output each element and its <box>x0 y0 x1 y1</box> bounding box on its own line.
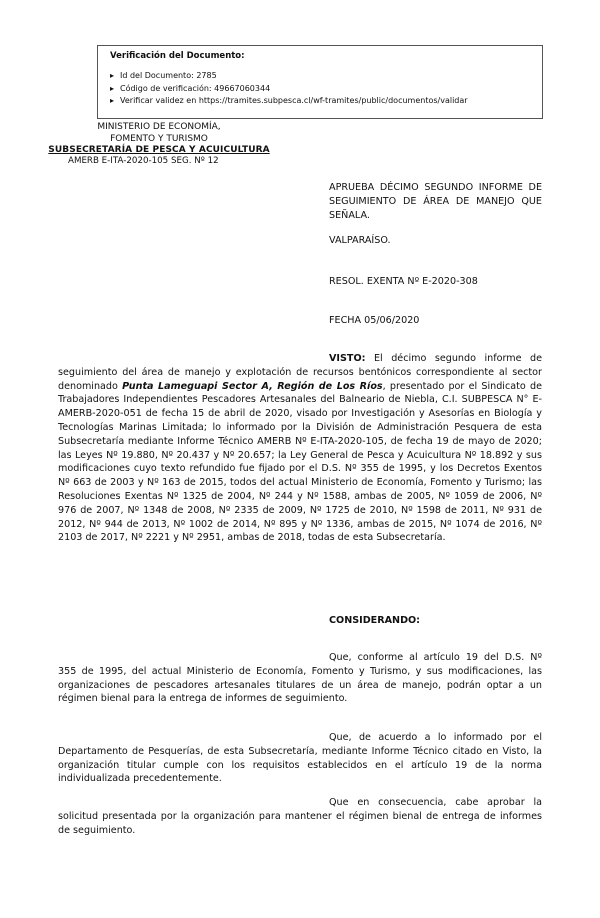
considerando-paragraph-2: Que, de acuerdo a lo informado por el Departamento de Pesquerías, de esta Subsecretaría, mediante Informe Técnico citado en Visto, la organización titular cumple con los requisitos establecidos en el artículo 19 de la norma individualizada precedentemente. <box>58 732 542 785</box>
subsecretaria-name: SUBSECRETARÍA DE PESCA Y ACUICULTURA <box>48 145 270 155</box>
verification-box <box>97 45 543 119</box>
verification-code: ▸ Código de verificación: 49667060344 <box>106 83 534 96</box>
ministry-header <box>34 122 284 157</box>
verification-title: Verificación del Documento: <box>110 51 245 61</box>
considerando-paragraph-3: Que en consecuencia, cabe aprobar la solicitud presentada por la organización para mantener el régimen bienal de entrega de informes de seguimiento. <box>58 797 542 836</box>
ministry-name-line1: MINISTERIO DE ECONOMÍA, <box>97 122 221 132</box>
visto-text-part1: El décimo segundo informe de seguimiento del área de manejo y explotación de recursos bentónicos correspondiente al sector denominado <box>58 353 542 392</box>
verification-document-id: ▸ Id del Documento: 2785 <box>106 70 534 83</box>
considerando-heading: CONSIDERANDO: <box>329 615 421 626</box>
resolution-number: RESOL. EXENTA Nº E-2020-308 <box>329 276 478 287</box>
amerb-reference: AMERB E-ITA-2020-105 SEG. Nº 12 <box>68 156 219 166</box>
visto-text-part2: , presentado por el Sindicato de Trabajadores Independientes Pescadores Artesanales del Balneario de Niebla, C.I. SUBPESCA N° E-AMERB-2020-051 de fecha 15 de abril de 2020, visado por Investigación y Asesorías en Biología y Tecnologías Marinas Limitada; lo informado por la División de Administración Pesquera de esta Subsecretaría mediante Informe Técnico AMERB Nº E-ITA-2020-105, de fecha 19 de mayo de 2020; las Leyes Nº 19.880, Nº 20.437 y Nº 20.657; la Ley General de Pesca y Acuicultura Nº 18.892 y sus modificaciones cuyo texto refundido fue fijado por el D.S. Nº 355 de 1995, y los Decretos Exentos Nº 663 de 2003 y Nº 163 de 2015, todos del actual Ministerio de Economía, Fomento y Turismo; las Resoluciones Exentas Nº 1325 de 2004, Nº 244 y Nº 1588, ambas de 2005, Nº 1059 de 2006, Nº 976 de 2007, Nº 1348 de 2008, Nº 2335 de 2009, Nº 1725 de 2010, Nº 1598 de 2011, Nº 931 de 2012, Nº 944 de 2013, Nº 1002 de 2014, Nº 895 y Nº 1336, ambas de 2015, Nº 1074 de 2016, Nº 2103 de 2017, Nº 2221 y Nº 2951, ambas de 2018, todas de esta Subsecretaría. <box>58 380 542 544</box>
resolution-city: VALPARAÍSO. <box>329 235 391 246</box>
considerando-paragraph-1: Que, conforme al artículo 19 del D.S. Nº 355 de 1995, del actual Ministerio de Economía, Fomento y Turismo, y sus modificaciones, las organizaciones de pescadores artesanales titulares de un área de manejo, podrán optar a un régimen bienal para la entrega de informes de seguimiento. <box>58 652 542 705</box>
visto-label: VISTO: <box>329 353 366 364</box>
verification-url-link[interactable]: ▸ Verificar validez en https://tramites.subpesca.cl/wf-tramites/public/documentos/validar <box>106 95 534 108</box>
visto-paragraph <box>58 352 542 545</box>
visto-sector-name: Punta Lameguapi Sector A, Región de Los Ríos <box>122 380 383 392</box>
resolution-date: FECHA 05/06/2020 <box>329 315 420 326</box>
verification-list <box>106 70 534 108</box>
ministry-name-line2: FOMENTO Y TURISMO <box>110 133 208 144</box>
resolution-title: APRUEBA DÉCIMO SEGUNDO INFORME DE SEGUIMIENTO DE ÁREA DE MANEJO QUE SEÑALA. <box>329 182 542 221</box>
